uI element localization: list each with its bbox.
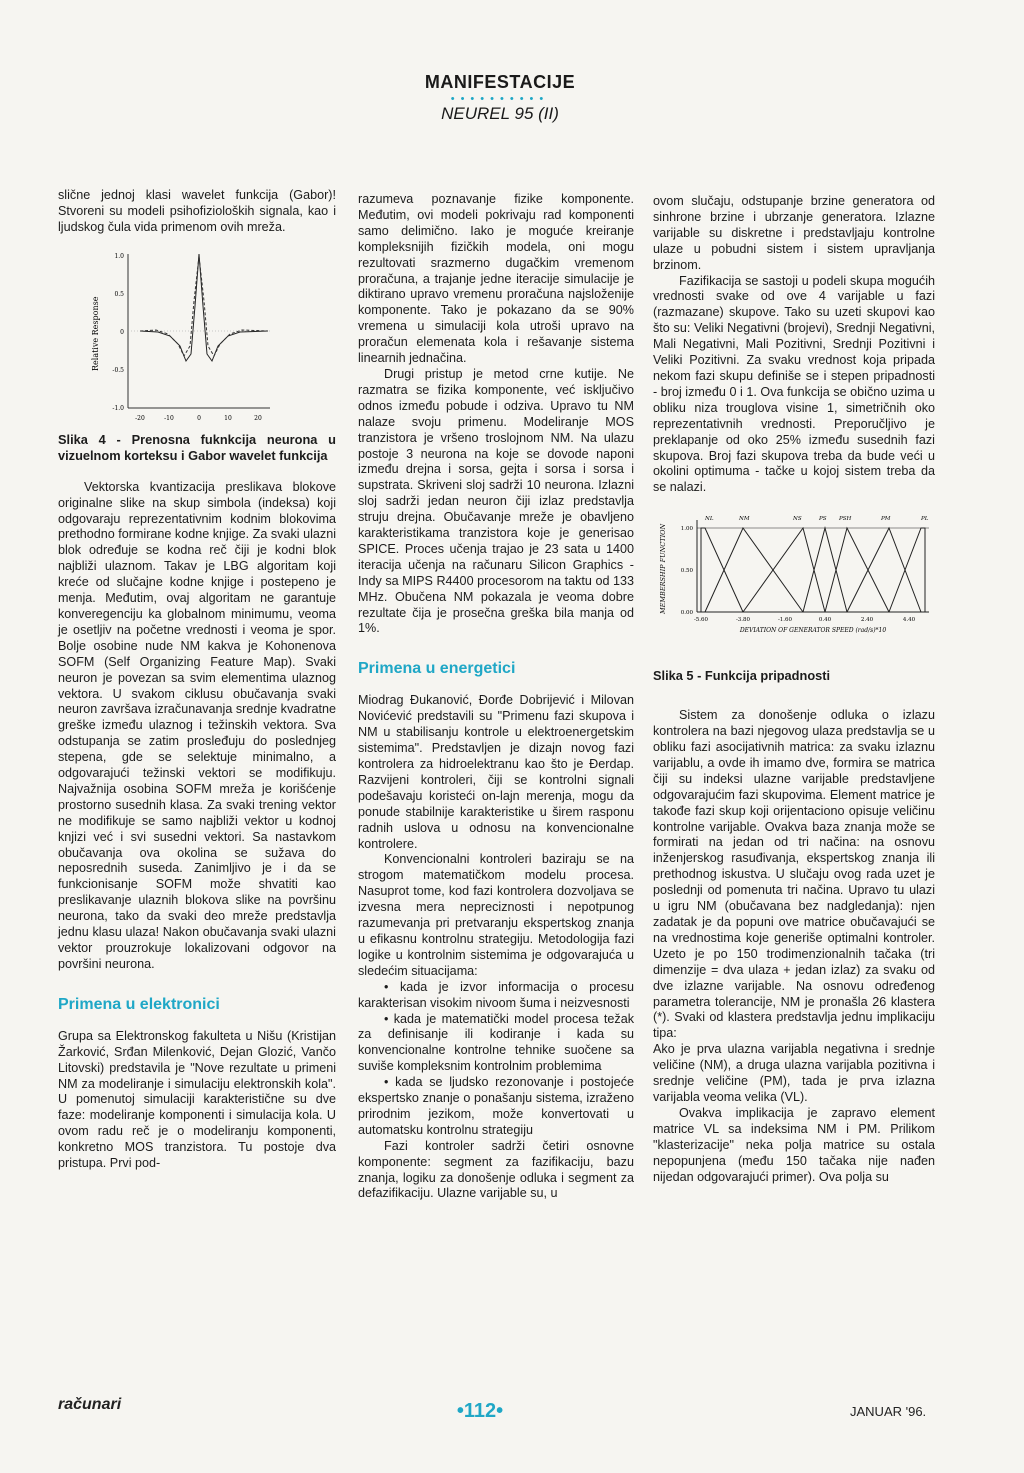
col2-paragraph-3: Miodrag Đukanović, Đorđe Dobrijević i Milovan Novićević predstavili su "Primenu fazi skupova i NM u stabilisanju kontrole u elektroenergetskim sistemima". Predstavljen je dizajn novog fazi kontrolera za hidroelektranu kao što je Đerdap. Razvijeni kontroleri, čiji se kontrolni signali podešavaju koristeći on-lajn merenja, mogu da ponude stabilnije karakteristike u širem rasponu radnih uslova u odnosu na konvencionalne kontrolere. bbox=[358, 693, 634, 851]
fig5-set-pl bbox=[889, 528, 925, 612]
section-heading-energetika: Primena u energetici bbox=[358, 660, 516, 678]
header-title: MANIFESTACIJE bbox=[424, 72, 576, 92]
column-3 bbox=[653, 194, 935, 1185]
col3-paragraph-4: Ako je prva ulazna varijabla negativna i srednje veličine (NM), a druga ulazna varijabla pozitivna i srednje veličine (PM), tada je prva izlazna varijabla veoma velika (VL). bbox=[653, 1042, 935, 1104]
col3-paragraph-1: ovom slučaju, odstupanje brzine generatora od sinhrone brzine i ubrzanje generatora. Izlazne varijable su diskretne i predstavljaju kontrolne ulaze u pobudni sistem i sistem upravljanja brzinom. bbox=[653, 194, 935, 272]
issue-date: JANUAR '96. bbox=[850, 1404, 927, 1419]
fig5-ytick: 1.00 bbox=[680, 526, 693, 533]
fig5-yticks bbox=[681, 526, 694, 616]
fig5-set-nl bbox=[701, 528, 743, 612]
col2-bullet-1: • kada je izvor informacija o procesu karakterisan visokim nivoom šuma i neizvesnosti bbox=[358, 979, 634, 1010]
fig5-set-label: NM bbox=[739, 516, 750, 523]
col2-paragraph-1: razumeva poznavanje fizike komponente. Međutim, ovi modeli pokrivaju rad komponenti samo delimično. Iako je moguće kreiranje kompleksnijih fizičkih modela, oni mogu rezultovati srazmerno dugačkim vremenom proračuna, a trajanje jedne iteracije simulacije je diktirano upravo vremenu proračuna najsloženije komponente. Tako je pokazano da se 90% vremena u simulaciji kola utroši upravo na proračun elemenata kola i rešavanje sistema linearnih jednačina. bbox=[358, 192, 634, 366]
figure-4-chart bbox=[58, 246, 336, 426]
figure-4-caption: Slika 4 - Prenosna fuknkcija neurona u vizuelnom korteksu i Gabor wavelet funkcija bbox=[58, 431, 336, 463]
fig4-xtick: 0 bbox=[197, 414, 201, 422]
fig5-xtick: 2.40 bbox=[860, 617, 874, 624]
col2-bullet-2: • kada je matematički model procesa težak za definisanje ili kodiranje i kada su konvencionalne kontrolne tehnike suočene sa suviše kompleksnim kontrolnim problemima bbox=[358, 1011, 634, 1074]
fig4-ytick: -1.0 bbox=[112, 404, 124, 412]
fig4-xtick: -10 bbox=[164, 414, 174, 422]
fig4-neuron-curve bbox=[140, 254, 268, 361]
col2-paragraph-2: Drugi pristup je metod crne kutije. Ne razmatra se fizika komponente, već isključivo odnos između pobude i odziva. Upravo tu NM nalaze svoju primenu. Modeliranje MOS tranzistora je vršeno troslojnom NM. Na ulazu postoje 3 neurona na koje se dovode naponi između drejna i sorsa, gejta i sorsa i sorsa i supstrata. Skriveni sloj sadrži 10 neurona. Izlazni sloj sadrži jedan neuron čiji izlaz predstavlja struju drejna. Obučavanje mreže je obavljeno karakteristikama tranzistora koje je generisao SPICE. Proces učenja trajao je 23 sata u 1400 iteracija učenja na računaru Silicon Graphics - Indy sa MIPS R4400 procesorom na taktu od 133 MHz. Obučena NM pokazala je veoma dobre rezultate čija je prosečna greška bila manja od 1%. bbox=[358, 366, 634, 636]
fig4-ylabel: Relative Response bbox=[91, 296, 100, 371]
column-1 bbox=[58, 188, 336, 1172]
fig5-membership-functions bbox=[701, 528, 925, 612]
fig5-set-pm bbox=[847, 528, 921, 612]
fig5-set-label: PS bbox=[819, 516, 827, 523]
fig4-ytick: 0 bbox=[120, 328, 124, 336]
fig5-xtick: 4.40 bbox=[902, 617, 916, 624]
fig5-set-labels bbox=[704, 516, 929, 522]
fig5-xtick: -1.60 bbox=[777, 617, 793, 624]
col1-paragraph-2: Vektorska kvantizacija preslikava blokove originalne slike na skup simbola (indeksa) koji odgovaraju reprezentativnim kodnim blokovima prethodno formirane kodne knjige. Za svaki ulazni blok određuje se kodna reč čiji je kodni blok najbliži ulaznom. Takav je LBG algoritam koji kreće od slučajne kodne knjige i postepeno je menja. Međutim, ovaj algoritam ne garantuje konveregenciju ka globalnom minimumu, veoma je osetljiv na početne vrednosti i veoma je spor. Bolje osobine nude NM kakva je Kohonenova SOFM (Self Organizing Feature Map). Svaki neuron je povezan sa svim elementima ulaznog vektora. U svakom ciklusu obučavanja svaki neuron završava izračunavanja srednje kvadratne greške između ulaznog i težinskih vektora. Sva odstupanja se zatim prosleđuju do poslednjeg stepena, gde se selektuje minimalno, a odgovarajući težinski vektori se modifikuju. Najvažnija osobina SOFM mreža je korišćenje prostorno susednih klasa. Za svaki trening vektor ne modifikuje se samo najbliži vektor u kodnoj knjizi već i svi susedni vektori. Sa nastavkom obučavanja ova okolina se sužava do neposrednih suseda. Zanimljivo je i da se funkcionisanje SOFM može shvatiti kao preslikavanje ulaznih blokova slike na površinu neurona, tako da svaki deo mreže predstavlja jednu klasu ulaza! Nakon obučavanja svaki ulazni vektor prouzrokuje lokalizovani odgovor na površini neurona. bbox=[58, 479, 336, 971]
page-header bbox=[410, 72, 590, 124]
fig5-set-ns bbox=[743, 528, 825, 612]
col2-paragraph-5: Fazi kontroler sadrži četiri osnovne komponente: segment za fazifikaciju, bazu znanja, logiku za donošenje odluka i segment za defazifikaciju. Ulazne varijable su, u bbox=[358, 1138, 634, 1201]
fig4-axes bbox=[128, 254, 270, 408]
col3-paragraph-5: Ovakva implikacija je zapravo element matrice VL sa indeksima NM i PM. Prilikom "klasterizacije" neka polja matrice su ostala nepopunjena (među 150 tačaka nije nađen nijedan odgovarajući primer). Ova polja su bbox=[653, 1105, 935, 1184]
fig4-gabor-curve bbox=[140, 256, 268, 356]
fig5-ytick: 0.00 bbox=[680, 610, 693, 617]
col1-paragraph-1: slične jednoj klasi wavelet funkcija (Gabor)! Stvoreni su modeli psihofizioloških signala, kao i ljudskog čula vida primenom ovih mreža. bbox=[58, 188, 336, 234]
section-heading-elektronika: Primena u elektronici bbox=[58, 995, 220, 1013]
col3-paragraph-2: Fazifikacija se sastoji u podeli skupa mogućih vrednosti svake od ove 4 varijable u fazi (razmazane) skupove. Tako su uzeti skupovi kao što su: Veliki Negativni (brojevi), Srednji Negativni, Mali Negativni, Mali Pozitivni, Srednji Pozitivni i Veliki Pozitivni. Za svaku vrednost koja pripada nekom fazi skupu definiše se i stepen pripadnosti - broj između 0 i 1. Ova funkcija se obično uzima u obliku niza trouglova visine 1, simetričnih oko reprezentativnih vrednosti. Preporučljivo je preklapanje od oko 25% između susednih fazi skupova. Broj fazi skupova treba da bude veći u okolini optimuma - tačke u kojoj sistem treba da se nalazi. bbox=[653, 273, 935, 495]
fig5-xtick: -5.60 bbox=[693, 617, 709, 624]
col1-paragraph-3: Grupa sa Elektronskog fakulteta u Nišu (Kristijan Žarković, Srđan Milenković, Dejan Glozić, Vančo Litovski) predstavila je "Nove rezultate u primeni NM za modeliranje i simulaciju elektronskih kola". U pomenutoj simulaciji karakteristične su dve faze: modeliranje komponenti i simulacija kola. U ovom radu reč je o modeliranju komponenti, konkretno MOS tranzistora. Tu postoje dva pristupa. Prvi pod- bbox=[58, 1028, 336, 1171]
fig5-ytick: 0.50 bbox=[680, 568, 693, 575]
fig5-ylabel: MEMBERSHIP FUNCTION bbox=[659, 524, 667, 615]
column-2 bbox=[358, 192, 634, 1202]
figure-5-caption: Slika 5 - Funkcija pripadnosti bbox=[653, 668, 831, 684]
figure-5-chart bbox=[653, 512, 935, 644]
fig5-set-label: NL bbox=[705, 516, 714, 523]
fig5-set-label: NS bbox=[793, 516, 802, 523]
fig5-set-label: PSH bbox=[839, 516, 852, 523]
fig4-xtick: 10 bbox=[224, 414, 232, 422]
fig5-xlabel: DEVIATION OF GENERATOR SPEED (rad/s)*10 bbox=[739, 627, 887, 635]
page-number: •112• bbox=[456, 1400, 504, 1422]
fig4-xtick: 20 bbox=[254, 414, 262, 422]
col2-bullet-3: • kada se ljudsko rezonovanje i postojeće ekspertsko znanje o ponašanju sistema, izraženo prirodnim jezikom, može konvertovati u automatsku kontrolnu strategiju bbox=[358, 1075, 634, 1137]
fig5-xticks bbox=[694, 617, 916, 623]
fig5-set-label: PL bbox=[921, 516, 929, 523]
header-subtitle: NEUREL 95 (II) bbox=[441, 104, 559, 123]
fig5-xtick: -3.80 bbox=[735, 617, 751, 624]
fig5-set-nm bbox=[705, 528, 803, 612]
footer-brand: računari bbox=[58, 1396, 122, 1413]
fig5-set-ps bbox=[803, 528, 847, 612]
fig5-set-psh bbox=[825, 528, 889, 612]
fig4-ytick: 0.5 bbox=[114, 290, 124, 298]
fig4-xtick: -20 bbox=[135, 414, 145, 422]
fig4-ytick: 1.0 bbox=[114, 252, 124, 260]
col2-paragraph-4: Konvencionalni kontroleri baziraju se na strogom matematičkom modelu procesa. Nasuprot tome, kod fazi kontrolera dozvoljava se izvesna mera nepreciznosti i nepotpunog razumevanja pri pretvaranju ekspertskog znanja u efikasnu kontrolnu strategiju. Metodologija fazi logike u kontrolnim sistemima je odgovarajuća u sledećim situacijama: bbox=[358, 852, 634, 978]
fig4-ytick: -0.5 bbox=[112, 366, 124, 374]
fig4-yticks bbox=[112, 253, 124, 412]
fig5-set-label: PM bbox=[881, 516, 891, 523]
header-dots: •••••••••• bbox=[450, 93, 550, 105]
col3-paragraph-3: Sistem za donošenje odluka o izlazu kontrolera na bazi njegovog ulaza predstavlja se u obliku fazi asocijativnih matrica: za svaku izlaznu varijablu, a ovde ih imamo dve, formira se matrica čiji su indeksi ulazne varijable predstavljene odgovarajućim fazi skupovima. Element matrice je takođe fazi skup koji orijentaciono opisuje veličinu kontrolne varijable. Ovakva baza znanja može se formirati na jedan od tri načina: na osnovu inženjerskog rasuđivanja, ekspertskog znanja ili prethodnog iskustva. U slučaju ovog rada uzet je poslednji od pomenuta tri načina. Upravo tu ulazi u igru NM (obučavana bez nadgledanja): njen zadatak je da popuni ove matrice obučavajući se na vrednostima koje generiše optimalni kontroler. Uzeto je po 150 trodimenzionalnih tačaka (tri dimenzije = dva ulaza + jedan izlaz) za svaku od dve izlazne varijable. Na osnovu određenog parametra tolerancije, NM je pronašla 26 klastera (*). Svaki od klastera predstavlja jednu implikaciju tipa: bbox=[653, 708, 935, 1041]
fig4-xticks bbox=[135, 415, 262, 422]
fig5-xtick: 0.40 bbox=[818, 617, 832, 624]
